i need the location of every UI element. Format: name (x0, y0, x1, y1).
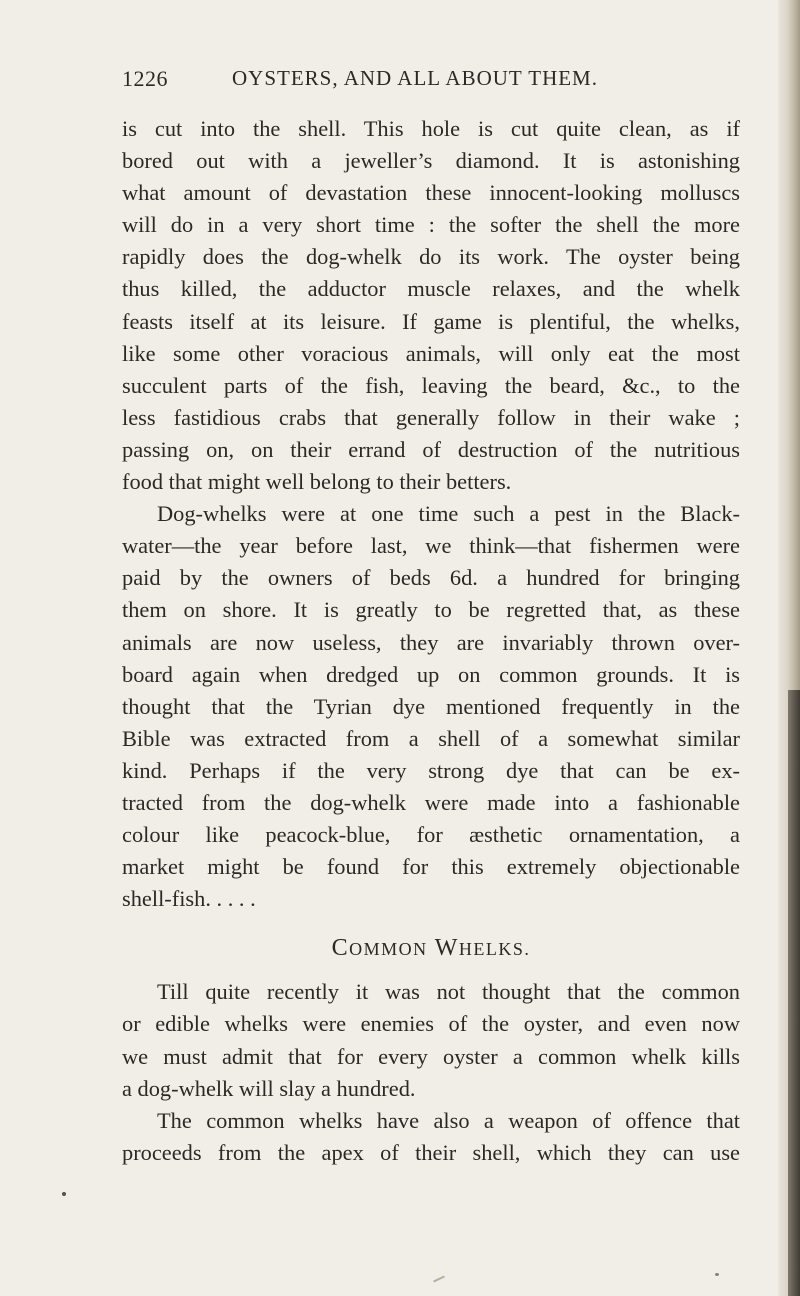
text-line: succulent parts of the fish, leaving the beard, &c., to the (122, 372, 740, 398)
text-line: The common whelks have also a weapon of offence that (157, 1107, 740, 1133)
text-line: shell-fish. . . . . (122, 886, 256, 912)
text-line: paid by the owners of beds 6d. a hundred for bringing (122, 565, 740, 591)
section-heading (122, 915, 740, 976)
text-line: colour like peacock-blue, for æsthetic ornamentation, a (122, 822, 740, 848)
text-line: less fastidious crabs that generally follow in their wake ; (122, 404, 740, 430)
paper-speck (433, 1276, 445, 1283)
text-line: bored out with a jeweller’s diamond. It is astonishing (122, 148, 740, 174)
text-line: Bible was extracted from a shell of a somewhat similar (122, 725, 740, 751)
text-line: market might be found for this extremely objectionable (122, 854, 740, 880)
heading-initial: C (331, 935, 350, 962)
text-line: animals are now useless, they are invariably thrown over- (122, 629, 740, 655)
text-line: proceeds from the apex of their shell, which they can use (122, 1139, 740, 1165)
text-line: thought that the Tyrian dye mentioned frequently in the (122, 693, 740, 719)
text-line: like some other voracious animals, will only eat the most (122, 340, 740, 366)
page-binding-shadow (788, 690, 800, 1296)
text-line: or edible whelks were enemies of the oyster, and even now (122, 1011, 740, 1037)
text-line: will do in a very short time : the softer the shell the more (122, 212, 740, 238)
paper-speck (715, 1273, 719, 1276)
paragraph (122, 976, 740, 1104)
heading-smallcaps: OMMON (349, 939, 428, 960)
page-number: 1226 (122, 66, 168, 91)
text-line: feasts itself at its leisure. If game is plentiful, the whelks, (122, 308, 740, 334)
text-line: thus killed, the adductor muscle relaxes, and the whelk (122, 276, 740, 302)
body-text (122, 113, 740, 1169)
text-line: a dog-whelk will slay a hundred. (122, 1075, 416, 1101)
paragraph (122, 1105, 740, 1169)
text-line: board again when dredged up on common grounds. It is (122, 661, 740, 687)
margin-dot (62, 1192, 66, 1196)
running-title: OYSTERS, AND ALL ABOUT THEM. (232, 66, 598, 90)
text-line: kind. Perhaps if the very strong dye that can be ex- (122, 757, 740, 783)
text-line: water—the year before last, we think—that fishermen were (122, 533, 740, 559)
text-line: them on shore. It is greatly to be regretted that, as these (122, 597, 740, 623)
text-line: passing on, on their errand of destruction of the nutritious (122, 436, 740, 462)
text-line: is cut into the shell. This hole is cut quite clean, as if (122, 116, 740, 141)
paragraph (122, 498, 740, 915)
heading-initial: W (434, 935, 459, 962)
text-line: we must admit that for every oyster a common whelk kills (122, 1043, 740, 1069)
text-line: Dog-whelks were at one time such a pest in the Black- (157, 501, 740, 527)
text-line: what amount of devastation these innocent-looking molluscs (122, 180, 740, 206)
text-line: food that might well belong to their betters. (122, 469, 512, 495)
text-line: tracted from the dog-whelk were made into a fashionable (122, 789, 740, 815)
text-line: rapidly does the dog-whelk do its work. The oyster being (122, 244, 740, 270)
text-line: Till quite recently it was not thought that the common (157, 979, 740, 1005)
paragraph (122, 113, 740, 498)
heading-smallcaps: HELKS. (458, 939, 531, 960)
